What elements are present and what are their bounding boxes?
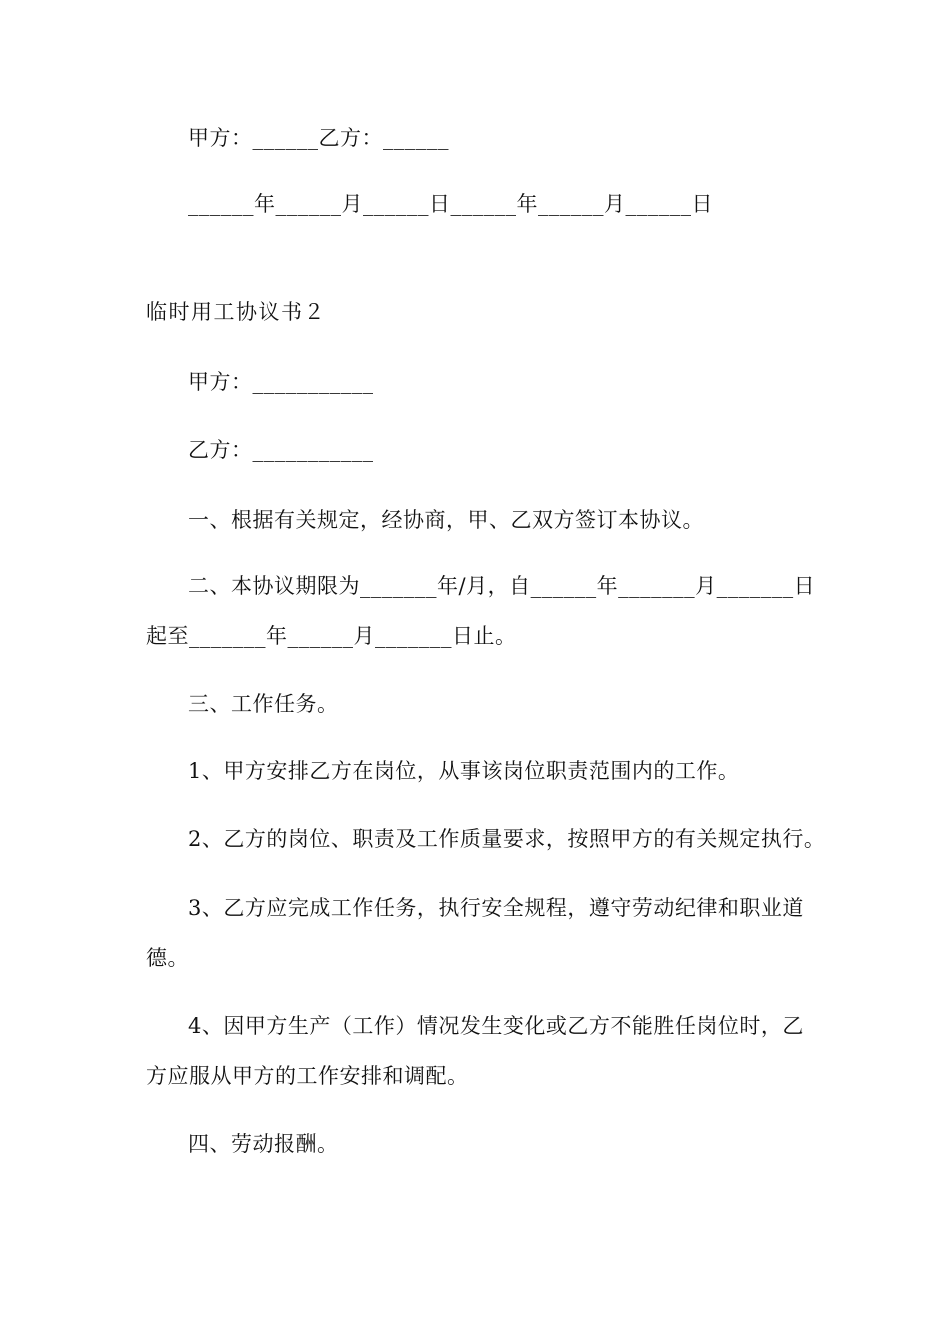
- clause-3-item-4-line-2: 方应服从甲方的工作安排和调配。: [146, 1064, 469, 1088]
- clause-4-heading: 四、劳动报酬。: [188, 1132, 339, 1156]
- clause-3-item-1: 1、甲方安排乙方在岗位，从事该岗位职责范围内的工作。: [188, 759, 740, 783]
- clause-2-line-1: 二、本协议期限为_______年/月，自______年_______月_______日: [188, 574, 816, 598]
- party-a-field: 甲方：___________: [188, 370, 374, 394]
- clause-3-item-3-line-1: 3、乙方应完成工作任务，执行安全规程，遵守劳动纪律和职业道: [188, 896, 804, 920]
- clause-3-item-2: 2、乙方的岗位、职责及工作质量要求，按照甲方的有关规定执行。: [188, 827, 826, 851]
- party-b-field: 乙方：___________: [188, 438, 374, 462]
- signature-date-line: ______年______月______日______年______月______日: [188, 192, 713, 216]
- clause-3-item-3-line-2: 德。: [146, 946, 189, 970]
- document-title: 临时用工协议书２: [146, 300, 326, 324]
- clause-2-line-2: 起至_______年______月_______日止。: [146, 624, 517, 648]
- signature-parties-line: 甲方：______乙方：______: [188, 126, 449, 150]
- clause-1: 一、根据有关规定，经协商，甲、乙双方签订本协议。: [188, 508, 704, 532]
- clause-3-heading: 三、工作任务。: [188, 692, 339, 716]
- clause-3-item-4-line-1: 4、因甲方生产（工作）情况发生变化或乙方不能胜任岗位时，乙: [188, 1014, 804, 1038]
